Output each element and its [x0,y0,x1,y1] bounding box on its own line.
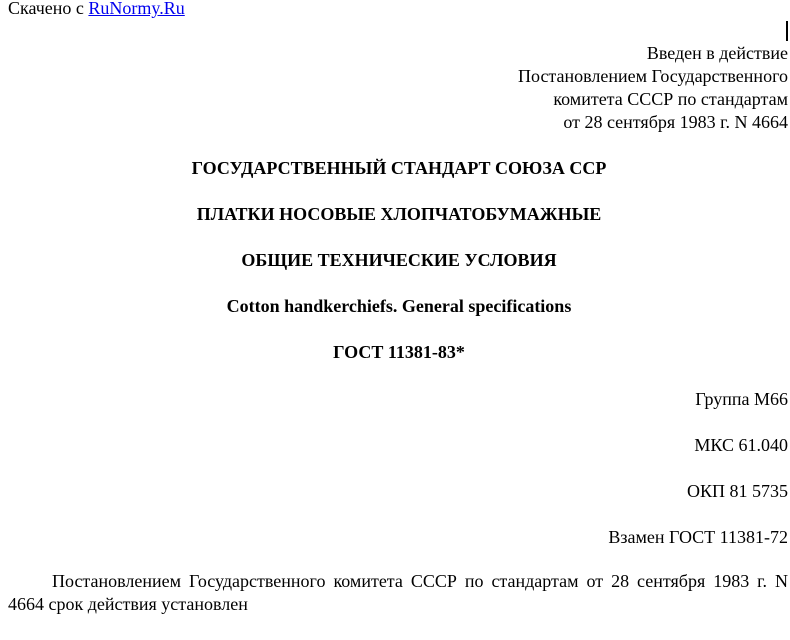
mks-code: МКС 61.040 [694,435,788,455]
source-link[interactable]: RuNormy.Ru [88,0,185,18]
document-title-english: Cotton handkerchiefs. General specifications [226,296,572,316]
document-subtitle: ОБЩИЕ ТЕХНИЧЕСКИЕ УСЛОВИЯ [241,250,557,270]
enactment-line: комитета СССР по стандартам [553,89,788,109]
enactment-line: Постановлением Государственного [518,66,788,86]
enactment-line: Введен в действие [646,43,788,63]
state-standard-heading: ГОСУДАРСТВЕННЫЙ СТАНДАРТ СОЮЗА ССР [191,158,607,178]
enactment-note [288,42,788,134]
enactment-line: от 28 сентября 1983 г. N 4664 [563,112,788,132]
source-prefix: Скачено с [8,0,89,18]
standard-code: ГОСТ 11381-83* [333,342,465,362]
document-title: ПЛАТКИ НОСОВЫЕ ХЛОПЧАТОБУМАЖНЫЕ [196,204,602,224]
source-line [8,0,185,20]
replaces-note: Взамен ГОСТ 11381-72 [608,527,788,547]
okp-code: ОКП 81 5735 [686,481,788,501]
text-cursor [786,21,788,41]
group-code: Группа М66 [695,389,788,409]
body-paragraph: Постановлением Государственного комитета СССР по стандартам от 28 сентября 1983 г. N 4664 срок действия установлен [8,571,788,614]
